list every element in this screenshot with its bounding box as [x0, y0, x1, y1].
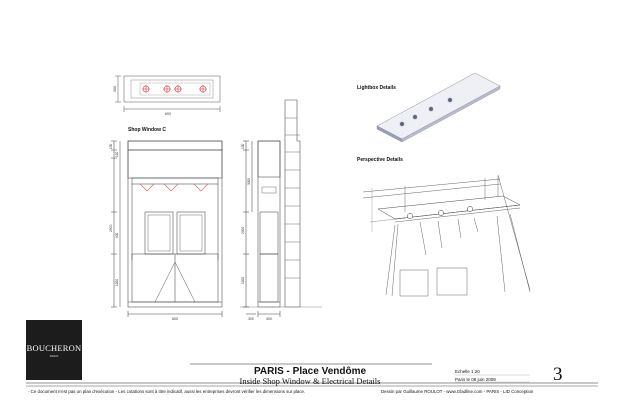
- dim-top-a: 130: [109, 143, 113, 149]
- lightbox-label: Lightbox Details: [357, 85, 396, 91]
- side-dim-total: 2900: [241, 226, 245, 234]
- perspective-sketch: [363, 175, 530, 296]
- side-dim-base: 1200: [241, 276, 245, 284]
- dim-top-b: 120: [115, 151, 119, 157]
- shop-window-label: Shop Window C: [128, 127, 167, 133]
- sheet-title: PARIS - Place Vendôme: [253, 366, 367, 377]
- plan-depth-dim: 300: [113, 86, 117, 92]
- disclaimer-text: - Ce document n'est pas un plan d'exécution - Les cotations sont à titre indicatif, aussi les entreprises devront vérifier les dimensions sur place.: [28, 389, 306, 394]
- perspective-label: Perspective Details: [357, 157, 403, 163]
- dim-mid: 900: [115, 232, 119, 238]
- sheet-subtitle: Inside Shop Window & Electrical Details: [239, 376, 381, 386]
- front-width-dim: 600: [172, 317, 178, 321]
- date-text: Paris le 08 juin 2009: [455, 377, 496, 382]
- side-width-dim: 300: [266, 317, 272, 321]
- side-dim-top: 130: [241, 143, 245, 149]
- side-elevation: [240, 100, 322, 317]
- boucheron-logo: [26, 320, 82, 380]
- side-dim-height: 3000: [247, 177, 251, 185]
- brand-subtitle: PARIS: [49, 353, 59, 358]
- lightbox-detail: [377, 73, 500, 142]
- dim-base: 1200: [115, 278, 119, 286]
- brand-name: BOUCHERON: [26, 342, 82, 353]
- plan-width-dim: 600: [165, 112, 171, 116]
- scale-text: Echelle 1:20: [455, 369, 480, 374]
- plan-view: [115, 76, 220, 112]
- dim-total-height: 2900: [109, 224, 113, 232]
- credits-text: Dessin par Guillaume ROULOT - www.Gladline.com - PARIS - LID Conception: [381, 389, 534, 394]
- front-elevation: [111, 141, 222, 317]
- side-base-dim: 300: [248, 317, 254, 321]
- page-number: 3: [553, 364, 563, 385]
